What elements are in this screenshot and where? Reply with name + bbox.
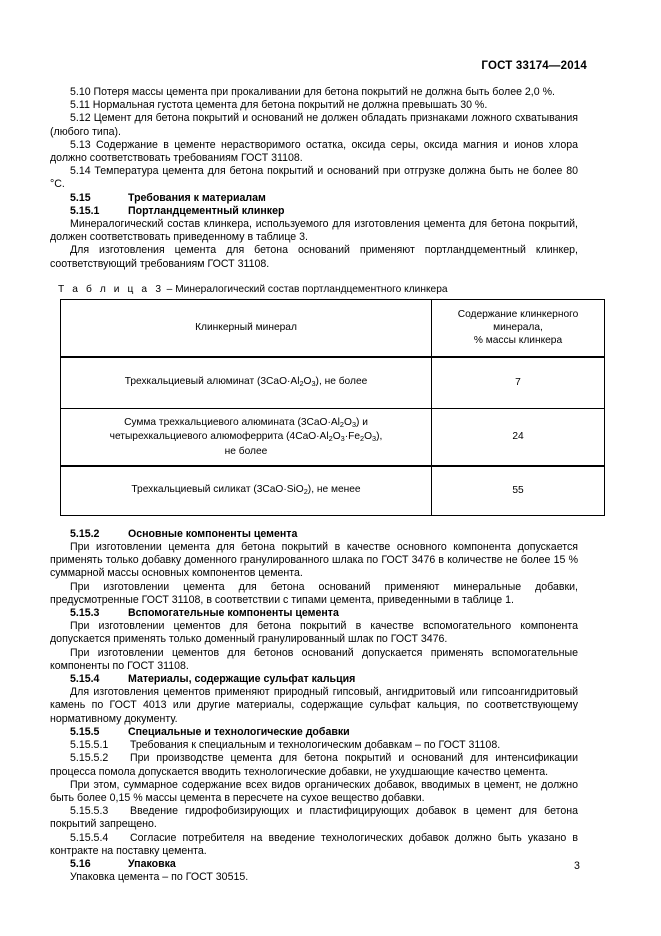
subclause-5-15-5-2-number: 5.15.5.2	[70, 752, 109, 765]
clause-5-13: 5.13 Содержание в цементе нерастворимого остатка, оксида серы, оксида магния и ионов хлора должно соответствовать требованиям ГОСТ 31108.	[50, 138, 578, 165]
table-cell-mineral-2	[61, 408, 432, 466]
heading-5-15-2	[50, 528, 578, 541]
mineral-2-l1s1: 2	[339, 419, 344, 429]
mineral-2-l1c: ) и	[356, 416, 368, 428]
table-3-caption-dash: –	[166, 283, 173, 295]
table-3-clinker-composition	[60, 299, 605, 516]
table-3-caption-title: Минералогический состав портландцементного клинкера	[175, 283, 448, 295]
table-row	[61, 466, 605, 516]
table-header-row	[61, 299, 605, 357]
mineral-3-prefix: Трехкальциевый силикат (3CaO·SiO	[131, 484, 304, 496]
heading-5-15-5	[50, 726, 578, 739]
table-header-content-line3: % массы клинкера	[473, 335, 563, 347]
mineral-2-l2s2: 3	[340, 434, 345, 444]
mineral-2-l1b: O	[344, 416, 352, 428]
paragraph-clinker-composition: Минералогический состав клинкера, используемого для изготовления цемента для бетона покрытий, должен соответствовать приведенному в таблице 3.	[50, 218, 578, 244]
mineral-2-l2s4: 3	[372, 434, 377, 444]
clause-5-12: 5.12 Цемент для бетона покрытий и оснований не должен обладать признаками ложного схватывания (любого типа).	[50, 112, 578, 138]
paragraph-main-components-1: При изготовлении цемента для бетона покрытий в качестве основного компонента допускается применять только добавку доменного гранулированного шлака по ГОСТ 3476 в количестве не более 15 % суммарной массы основных компонентов цемента.	[50, 541, 578, 580]
table-row	[61, 408, 605, 466]
table-3-caption-number: 3	[155, 283, 161, 295]
subclause-5-15-5-2	[50, 752, 578, 778]
subclause-5-15-5-3-text: Введение гидрофобизирующих и пластифицирующих добавок в цемент для бетона покрытий запрещено.	[50, 805, 578, 831]
table-cell-mineral-1	[61, 357, 432, 409]
mineral-1-suffix: ), не более	[315, 376, 368, 388]
heading-5-15-2-title: Основные компоненты цемента	[128, 527, 298, 540]
clause-5-10: 5.10 Потеря массы цемента при прокаливании для бетона покрытий не должна быть более 2,0 %.	[70, 86, 555, 98]
mineral-2-l2d: O	[364, 431, 373, 443]
table-cell-value-2: 24	[432, 408, 605, 466]
paragraph-organic-additives: При этом, суммарное содержание всех видов органических добавок, вводимых в цемент, не должно быть более 0,15 % массы цемента в пересчете на сухое вещество добавки.	[50, 778, 578, 804]
clause-5-11: 5.11 Нормальная густота цемента для бетона покрытий не должна превышать 30 %.	[70, 99, 488, 112]
mineral-2-l1a: Сумма трехкальциевого алюмината (3CaO·Al	[124, 416, 340, 428]
table-3-caption	[58, 283, 578, 296]
heading-5-16	[50, 858, 578, 871]
page-content	[50, 86, 578, 884]
heading-5-15-1-title: Портландцементный клинкер	[128, 204, 285, 217]
mineral-3-suffix: ), не менее	[307, 484, 361, 496]
heading-5-15-4	[50, 673, 578, 686]
mineral-2-l2e: ),	[376, 431, 383, 443]
mineral-3-sub1: 2	[303, 487, 308, 497]
table-3-caption-label: Т а б л и ц а	[58, 283, 150, 295]
heading-5-16-title: Упаковка	[128, 857, 176, 870]
heading-5-15-1	[50, 205, 578, 218]
mineral-2-l2s3: 2	[360, 434, 365, 444]
subclause-5-15-5-1-number: 5.15.5.1	[70, 739, 109, 752]
table-header-content-line2: минерала,	[493, 322, 543, 334]
heading-5-15-4-title: Материалы, содержащие сульфат кальция	[128, 673, 356, 686]
heading-5-15-3-title: Вспомогательные компоненты цемента	[128, 607, 339, 620]
mineral-2-l2b: O	[332, 431, 341, 443]
table-cell-value-1: 7	[432, 357, 605, 409]
heading-5-15-5-title: Специальные и технологические добавки	[128, 725, 350, 738]
table-row	[61, 357, 605, 409]
subclause-5-15-5-4-text: Согласие потребителя на введение технологических добавок должно быть указано в контракте на поставку цемента.	[50, 831, 578, 857]
mineral-2-l2a: четырехкальциевого алюмоферрита (4CaO·Al	[109, 431, 329, 443]
heading-5-15-4-number: 5.15.4	[70, 673, 100, 686]
heading-5-15-1-number: 5.15.1	[70, 204, 100, 217]
table-cell-value-3: 55	[432, 466, 605, 516]
table-header-content	[432, 299, 605, 357]
heading-5-15-title: Требования к материалам	[128, 191, 266, 204]
heading-5-15-5-number: 5.15.5	[70, 725, 100, 738]
mineral-1-prefix: Трехкальциевый алюминат (3CaO·Al	[124, 376, 300, 388]
page-header-standard-number: ГОСТ 33174—2014	[481, 60, 587, 72]
mineral-2-l2s1: 2	[328, 434, 333, 444]
heading-5-15-number: 5.15	[70, 191, 91, 204]
mineral-2-l3: не более	[224, 446, 268, 458]
subclause-5-15-5-2-text: При производстве цемента для бетона покрытий и оснований для интенсификации процесса помола допускается вводить технологические добавки, не ухудшающие качество цемента.	[50, 752, 578, 778]
subclause-5-15-5-3	[50, 805, 578, 831]
subclause-5-15-5-1	[50, 739, 578, 752]
table-header-mineral: Клинкерный минерал	[61, 299, 432, 357]
table-header-content-line1: Содержание клинкерного	[457, 309, 579, 321]
subclause-5-15-5-4	[50, 832, 578, 858]
clause-5-14: 5.14 Температура цемента для бетона покрытий и оснований при отгрузке должна быть не более 80 °С.	[50, 165, 578, 191]
subclause-5-15-5-1-text: Требования к специальным и технологическим добавкам – по ГОСТ 31108.	[130, 739, 501, 752]
table-cell-mineral-3	[61, 466, 432, 516]
heading-5-15-2-number: 5.15.2	[70, 527, 100, 540]
mineral-2-l2c: ·Fe	[344, 431, 360, 443]
heading-5-15-3	[50, 607, 578, 620]
heading-5-15-3-number: 5.15.3	[70, 607, 100, 620]
mineral-1-sub1: 2	[299, 379, 304, 389]
subclause-5-15-5-4-number: 5.15.5.4	[70, 831, 109, 844]
paragraph-clinker-foundation: Для изготовления цемента для бетона оснований применяют портландцементный клинкер, соответствующий требованиям ГОСТ 31108.	[50, 244, 578, 270]
paragraph-aux-components-2: При изготовлении цементов для бетонов оснований допускается применять вспомогательные компоненты по ГОСТ 31108.	[50, 646, 578, 672]
mineral-1-mid: O	[303, 376, 312, 388]
mineral-1-sub2: 3	[311, 379, 316, 389]
page-number: 3	[574, 860, 580, 872]
paragraph-calcium-sulfate: Для изготовления цементов применяют природный гипсовый, ангидритовый или гипсоангидритовый камень по ГОСТ 4013 или другие материалы, содержащие сульфат кальция, по соответствующему нормативному документу.	[50, 686, 578, 725]
mineral-2-l1s2: 3	[351, 419, 357, 429]
paragraph-aux-components-1: При изготовлении цементов для бетона покрытий в качестве вспомогательного компонента допускается применять только доменный гранулированный шлак по ГОСТ 3476.	[50, 620, 578, 646]
heading-5-16-number: 5.16	[70, 857, 91, 870]
paragraph-packaging: Упаковка цемента – по ГОСТ 30515.	[70, 871, 249, 884]
paragraph-main-components-2: При изготовлении цемента для бетона оснований применяют минеральные добавки, предусмотренные ГОСТ 31108, в соответствии с типами цемента, приведенными в таблице 1.	[50, 580, 578, 606]
heading-5-15	[50, 192, 578, 205]
subclause-5-15-5-3-number: 5.15.5.3	[70, 805, 109, 818]
